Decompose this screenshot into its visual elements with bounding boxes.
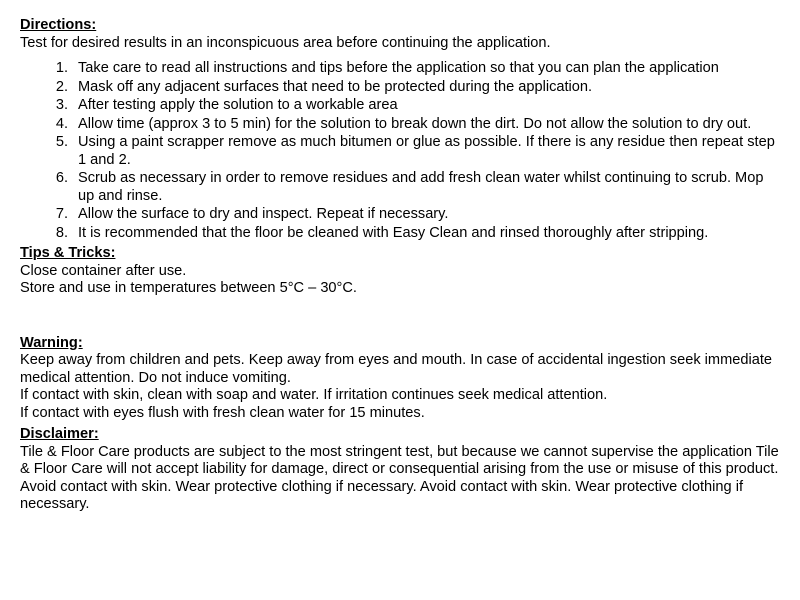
warning-line: If contact with skin, clean with soap and water. If irritation continues seek medical attention.	[20, 387, 608, 403]
step-text: Mask off any adjacent surfaces that need to be protected during the application.	[78, 78, 593, 95]
step-number: 5.	[55, 134, 68, 150]
list-item	[20, 79, 800, 97]
tips-section	[20, 245, 800, 298]
list-item	[20, 134, 800, 169]
warning-line: If contact with eyes flush with fresh clean water for 15 minutes.	[20, 404, 425, 421]
warning-line: Keep away from children and pets. Keep away from eyes and mouth. In case of accidental ingestion seek immediate medical attention. Do not induce vomiting.	[20, 352, 772, 386]
tips-heading: Tips & Tricks:	[20, 245, 116, 261]
step-number: 4.	[55, 115, 68, 132]
disclaimer-heading: Disclaimer:	[20, 426, 99, 442]
tips-line: Close container after use.	[20, 262, 187, 279]
step-number: 7.	[55, 206, 68, 222]
step-text: Scrub as necessary in order to remove residues and add fresh clean water whilst continuing to scrub. Mop up and rinse.	[78, 170, 764, 204]
list-item	[20, 225, 800, 243]
step-number: 6.	[55, 170, 68, 186]
step-number: 3.	[55, 97, 68, 113]
list-item	[20, 60, 800, 78]
step-text: Allow time (approx 3 to 5 min) for the solution to break down the dirt. Do not allow the solution to dry out.	[78, 115, 752, 132]
disclaimer-text: Tile & Floor Care products are subject to the most stringent test, but because we cannot supervise the application Tile & Floor Care will not accept liability for damage, direct or consequential arising from the use or misuse of this product. Avoid contact with skin. Wear protective clothing if necessary. Avoid contact with skin. Wear protective clothing if necessary.	[20, 443, 779, 512]
directions-intro: Test for desired results in an inconspicuous area before continuing the application.	[20, 34, 551, 51]
directions-section	[20, 17, 800, 242]
list-item	[20, 116, 800, 134]
list-item	[20, 97, 800, 115]
step-text: It is recommended that the floor be cleaned with Easy Clean and rinsed thoroughly after stripping.	[78, 224, 709, 241]
disclaimer-section	[20, 426, 780, 514]
step-number: 1.	[55, 60, 68, 76]
warning-heading: Warning:	[20, 334, 83, 351]
list-item	[20, 170, 800, 205]
step-text: Take care to read all instructions and tips before the application so that you can plan the application	[78, 60, 719, 76]
step-text: Allow the surface to dry and inspect. Repeat if necessary.	[78, 206, 449, 222]
step-number: 8.	[55, 224, 68, 241]
tips-line: Store and use in temperatures between 5°C – 30°C.	[20, 280, 357, 296]
step-number: 2.	[55, 78, 68, 95]
step-text: After testing apply the solution to a workable area	[78, 97, 398, 113]
list-item	[20, 206, 800, 224]
step-text: Using a paint scrapper remove as much bitumen or glue as possible. If there is any residue then repeat step 1 and 2.	[78, 134, 775, 168]
directions-steps-list	[20, 60, 800, 242]
directions-heading: Directions:	[20, 17, 97, 33]
warning-section	[20, 335, 800, 423]
